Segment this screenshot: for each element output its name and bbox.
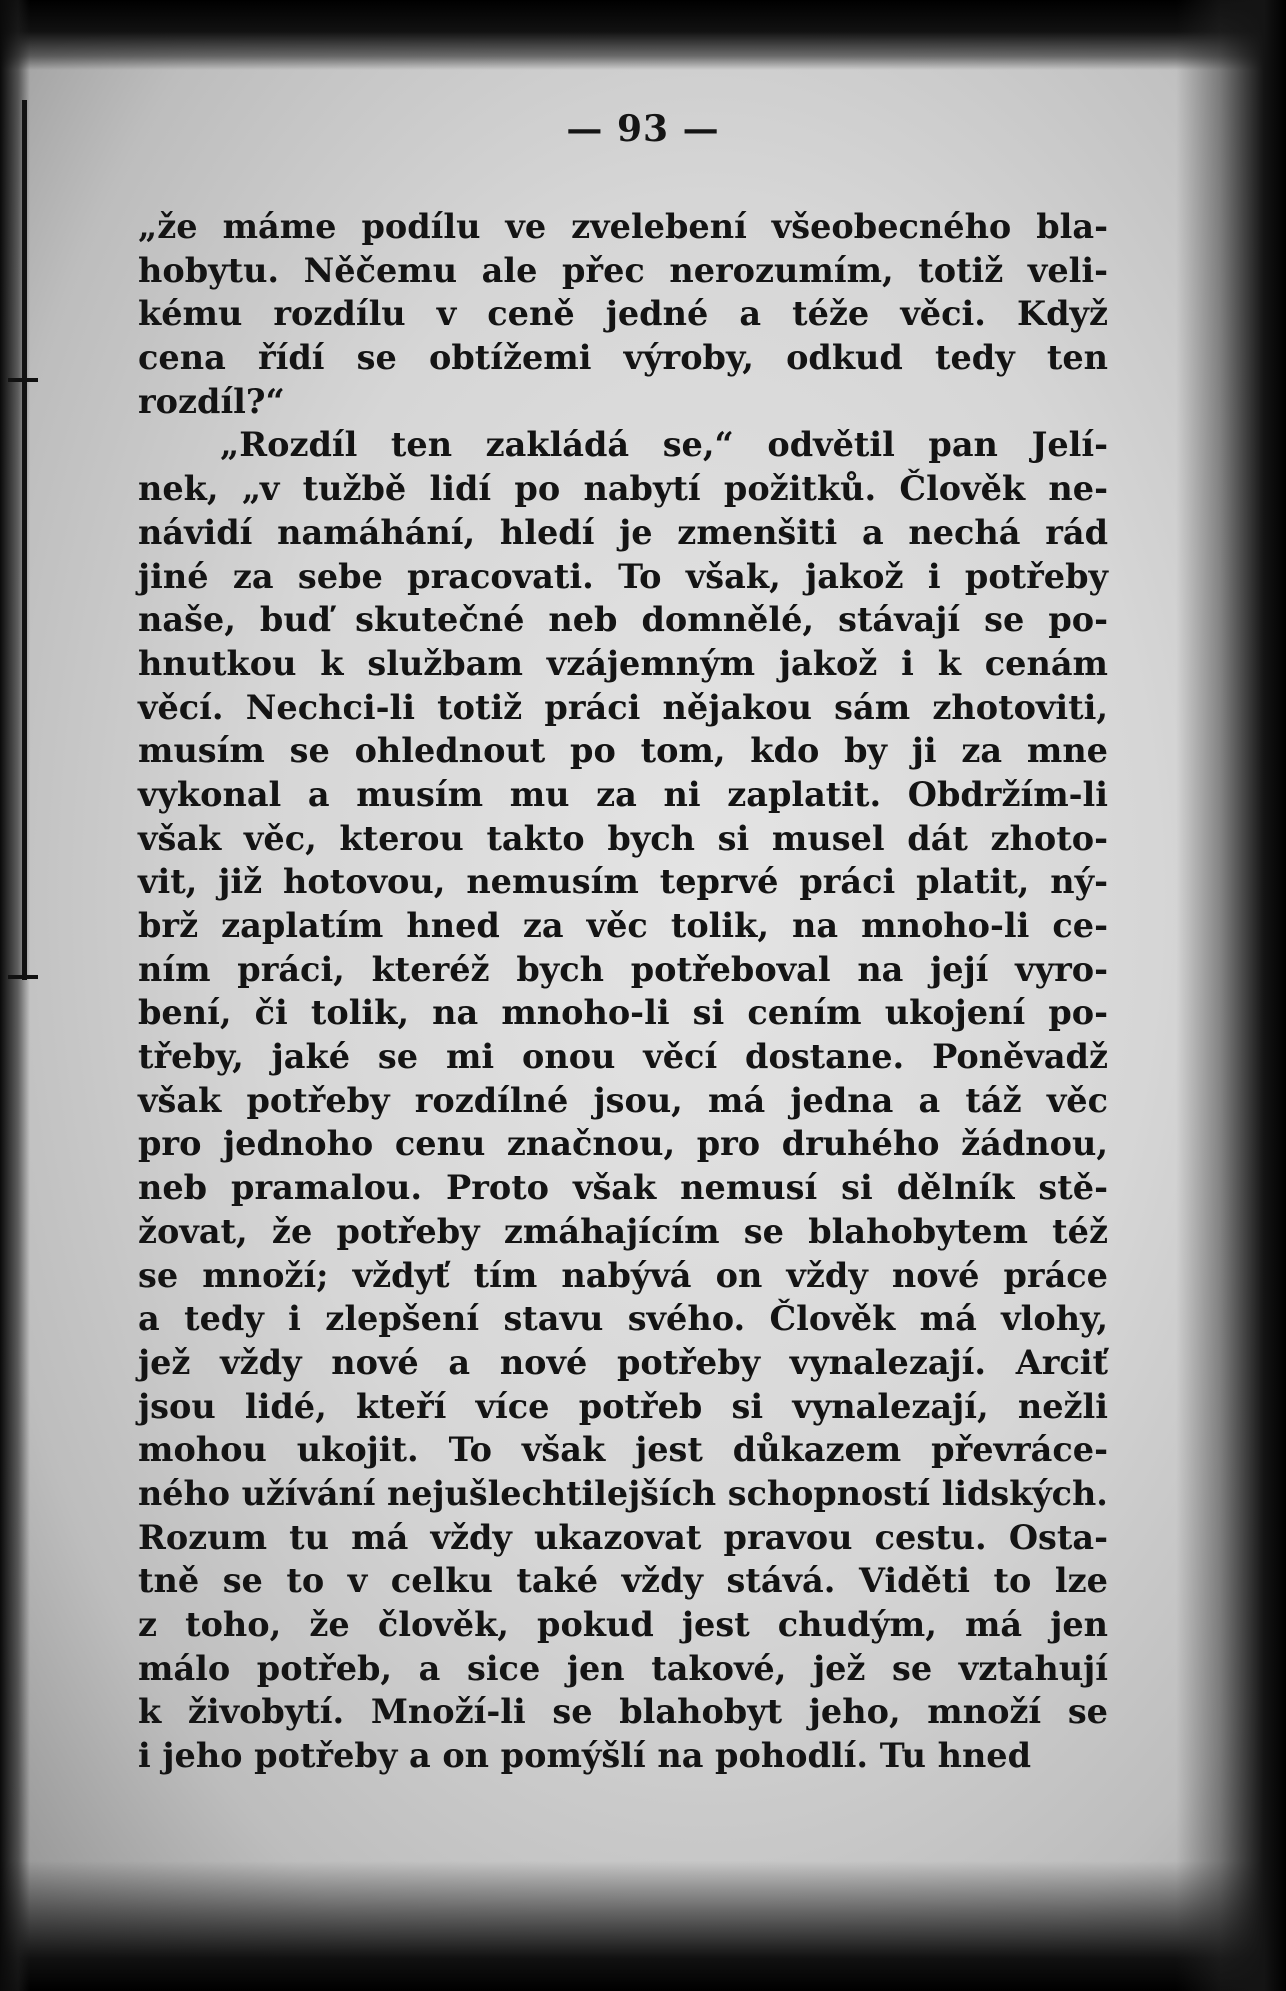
text-line: se množí; vždyť tím nabývá on vždy nové práce (138, 1255, 1108, 1295)
text-line: hnutkou k službam vzájemným jakož i k cenám (138, 643, 1108, 683)
text-line: „Rozdíl ten zakládá se,“ odvětil pan Jelí- (220, 425, 1108, 465)
text-line: však potřeby rozdílné jsou, má jedna a táž věc (138, 1080, 1108, 1120)
text-line: k živobytí. Množí-li se blahobyt jeho, množí se (138, 1692, 1108, 1732)
text-line: návidí namáhání, hledí je zmenšiti a nechá rád (138, 512, 1108, 552)
text-line: kému rozdílu v ceně jedné a téže věci. Když (138, 294, 1108, 334)
text-line: jež vždy nové a nové potřeby vynalezají. Arciť (138, 1342, 1108, 1382)
text-line: a tedy i zlepšení stavu svého. Člověk má vlohy, (138, 1299, 1108, 1339)
body-text (138, 205, 1108, 1778)
text-line: naše, buď skutečné neb domnělé, stávají se po- (138, 600, 1108, 640)
text-line: neb pramalou. Proto však nemusí si dělník stě- (138, 1168, 1108, 1208)
text-line: ním práci, kteréž bych potřeboval na její vyro- (138, 949, 1108, 989)
text-line: brž zaplatím hned za věc tolik, na mnoho-li ce- (138, 906, 1108, 945)
text-line: mohou ukojit. To však jest důkazem převráce- (138, 1430, 1108, 1470)
page-number: — 93 — (566, 108, 720, 150)
text-line: i jeho potřeby a on pomýšlí na pohodlí. Tu hned (138, 1736, 1032, 1776)
text-line: z toho, že člověk, pokud jest chudým, má jen (138, 1605, 1108, 1644)
margin-rule (22, 100, 27, 980)
text-line: ného užívání nejušlechtilejších schopností lidských. (138, 1473, 1108, 1513)
text-line: tně se to v celku také vždy stává. Viděti to lze (138, 1561, 1108, 1601)
text-line: hobytu. Něčemu ale přec nerozumím, totiž veli- (138, 250, 1108, 290)
scan-edge-right (1176, 0, 1286, 1991)
text-line: cena řídí se obtížemi výroby, odkud tedy ten (138, 338, 1108, 378)
text-line: vykonal a musím mu za ni zaplatit. Obdržím-li (138, 774, 1108, 814)
text-line: pro jednoho cenu značnou, pro druhého žádnou, (138, 1124, 1108, 1164)
text-line: musím se ohlednout po tom, kdo by ji za mne (138, 731, 1108, 771)
scan-edge-top (0, 0, 1286, 70)
margin-tick (8, 378, 38, 382)
text-line: však věc, kterou takto bych si musel dát zhoto- (138, 818, 1108, 858)
text-line: nek, „v tužbě lidí po nabytí požitků. Člověk ne- (138, 469, 1108, 509)
text-line: jiné za sebe pracovati. To však, jakož i potřeby (138, 556, 1108, 596)
text-line: bení, či tolik, na mnoho-li si cením ukojení po- (138, 993, 1108, 1033)
text-line: rozdíl?“ (138, 381, 285, 421)
text-line: Rozum tu má vždy ukazovat pravou cestu. Osta- (138, 1517, 1108, 1557)
margin-tick (8, 975, 38, 979)
text-line: věcí. Nechci-li totiž práci nějakou sám zhotoviti, (138, 687, 1108, 727)
scan-edge-bottom (0, 1861, 1286, 1991)
text-line: „že máme podílu ve zvelebení všeobecného bla- (138, 207, 1108, 246)
text-line: třeby, jaké se mi onou věcí dostane. Poněvadž (138, 1037, 1108, 1077)
text-line: žovat, že potřeby zmáhajícím se blahobytem též (138, 1211, 1108, 1251)
text-line: jsou lidé, kteří více potřeb si vynalezají, nežli (138, 1386, 1108, 1426)
text-line: málo potřeb, a sice jen takové, jež se vztahují (138, 1648, 1108, 1688)
text-line: vit, již hotovou, nemusím teprvé práci platit, ný- (138, 862, 1108, 902)
